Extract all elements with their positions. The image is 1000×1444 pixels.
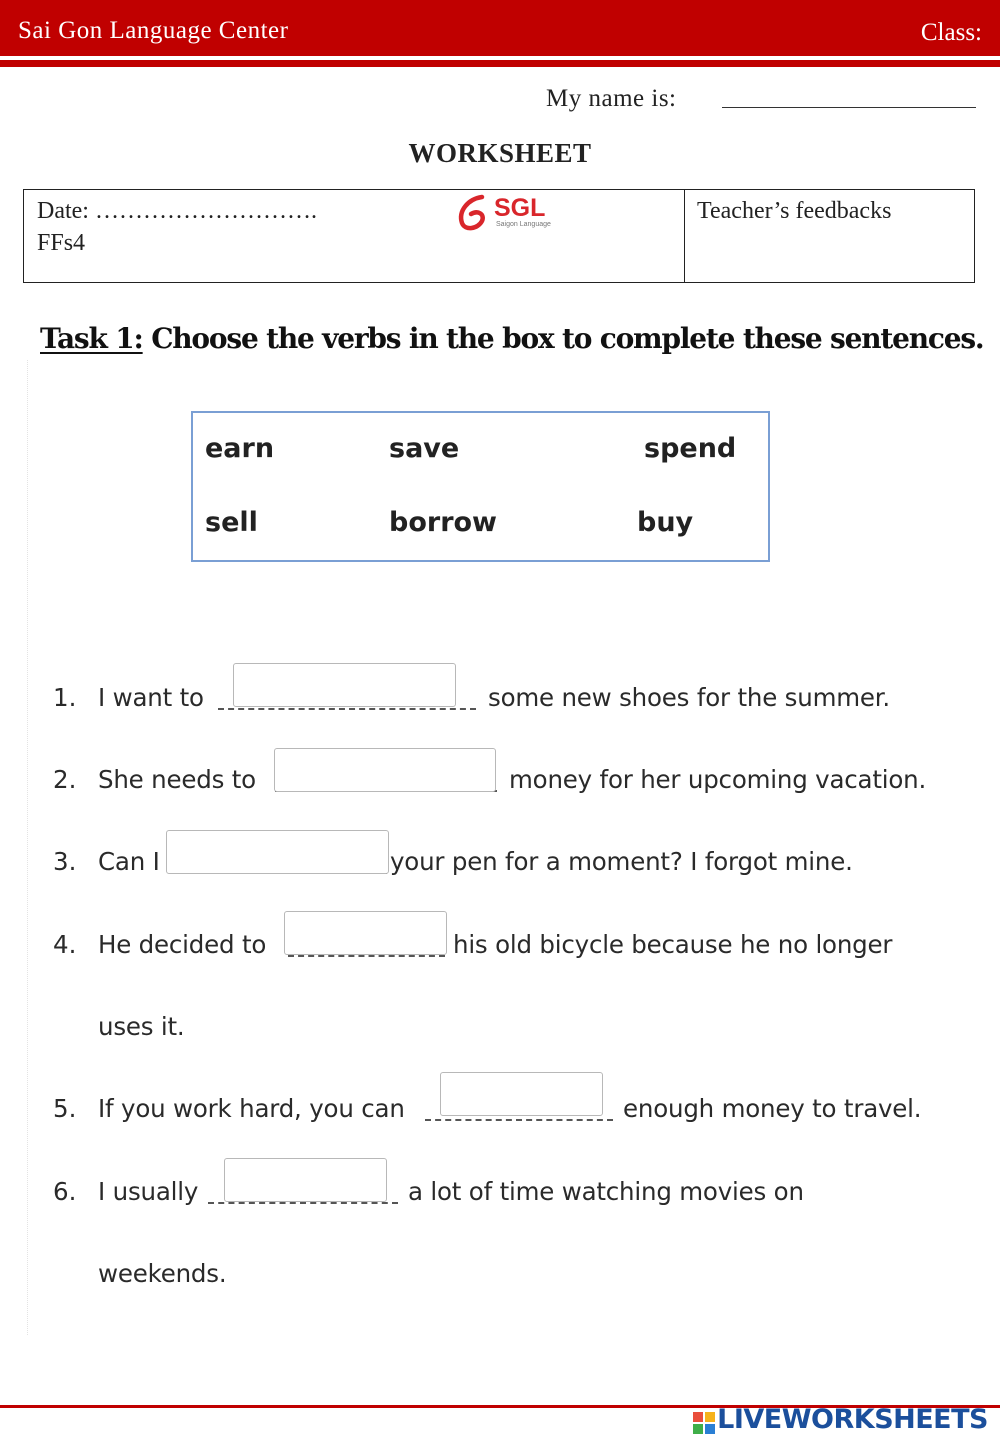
- class-label: Class:: [920, 19, 982, 46]
- info-table: [23, 189, 975, 283]
- sgl-logo: [456, 193, 556, 233]
- center-name: Sai Gon Language Center: [18, 17, 289, 44]
- answer-line: [288, 955, 445, 957]
- answer-line: [218, 708, 476, 710]
- page-title: WORKSHEET: [408, 138, 592, 168]
- question-text: a lot of time watching movies on: [408, 1177, 804, 1206]
- answer-input-4[interactable]: [284, 911, 447, 955]
- question-text: She needs to: [98, 765, 256, 794]
- verb-sell: sell: [205, 507, 258, 538]
- answer-input-2[interactable]: [274, 748, 496, 792]
- answer-line: [208, 1202, 398, 1204]
- liveworksheets-logo-icon: [692, 1411, 716, 1435]
- question-text: his old bicycle because he no longer: [453, 930, 893, 959]
- course-code: FFs4: [37, 230, 86, 256]
- task-heading: [40, 322, 983, 355]
- logo-text: SGL: [494, 194, 546, 222]
- question-number: 5.: [53, 1094, 77, 1123]
- question-text: money for her upcoming vacation.: [509, 765, 927, 794]
- table-divider: [684, 190, 685, 282]
- teacher-feedback-label: Teacher’s feedbacks: [697, 198, 892, 224]
- question-text: your pen for a moment? I forgot mine.: [390, 847, 853, 876]
- task-instruction: Choose the verbs in the box to complete these sentences.: [142, 322, 984, 355]
- verb-spend: spend: [644, 433, 737, 464]
- name-input-line[interactable]: [722, 107, 976, 108]
- question-number: 1.: [53, 683, 77, 712]
- answer-input-1[interactable]: [233, 663, 456, 707]
- question-text-continued: weekends.: [98, 1259, 227, 1288]
- answer-line: [425, 1119, 613, 1121]
- answer-input-5[interactable]: [440, 1072, 603, 1116]
- question-text-continued: uses it.: [98, 1012, 185, 1041]
- answer-input-3[interactable]: [166, 830, 389, 874]
- question-number: 2.: [53, 765, 77, 794]
- margin-guide: [27, 360, 28, 1335]
- question-number: 6.: [53, 1177, 77, 1206]
- verb-buy: buy: [637, 507, 694, 538]
- question-text: If you work hard, you can: [98, 1094, 405, 1123]
- task-label: Task 1:: [40, 322, 143, 355]
- verb-save: save: [389, 433, 460, 464]
- name-label: My name is:: [546, 85, 677, 112]
- question-number: 4.: [53, 930, 77, 959]
- question-text: Can I: [98, 847, 160, 876]
- verb-earn: earn: [205, 433, 275, 464]
- verb-borrow: borrow: [389, 507, 497, 538]
- question-text: enough money to travel.: [623, 1094, 922, 1123]
- question-text: some new shoes for the summer.: [488, 683, 890, 712]
- liveworksheets-brand[interactable]: LIVEWORKSHEETS: [717, 1404, 988, 1435]
- question-text: I want to: [98, 683, 204, 712]
- question-text: He decided to: [98, 930, 267, 959]
- sgl-logo-icon: [456, 193, 490, 233]
- logo-subtitle: Saigon Language: [496, 221, 551, 228]
- verb-box: [191, 411, 770, 562]
- answer-input-6[interactable]: [224, 1158, 387, 1202]
- question-number: 3.: [53, 847, 77, 876]
- header-divider: [0, 60, 1000, 67]
- question-text: I usually: [98, 1177, 199, 1206]
- date-field: Date: ……………………….: [37, 198, 317, 224]
